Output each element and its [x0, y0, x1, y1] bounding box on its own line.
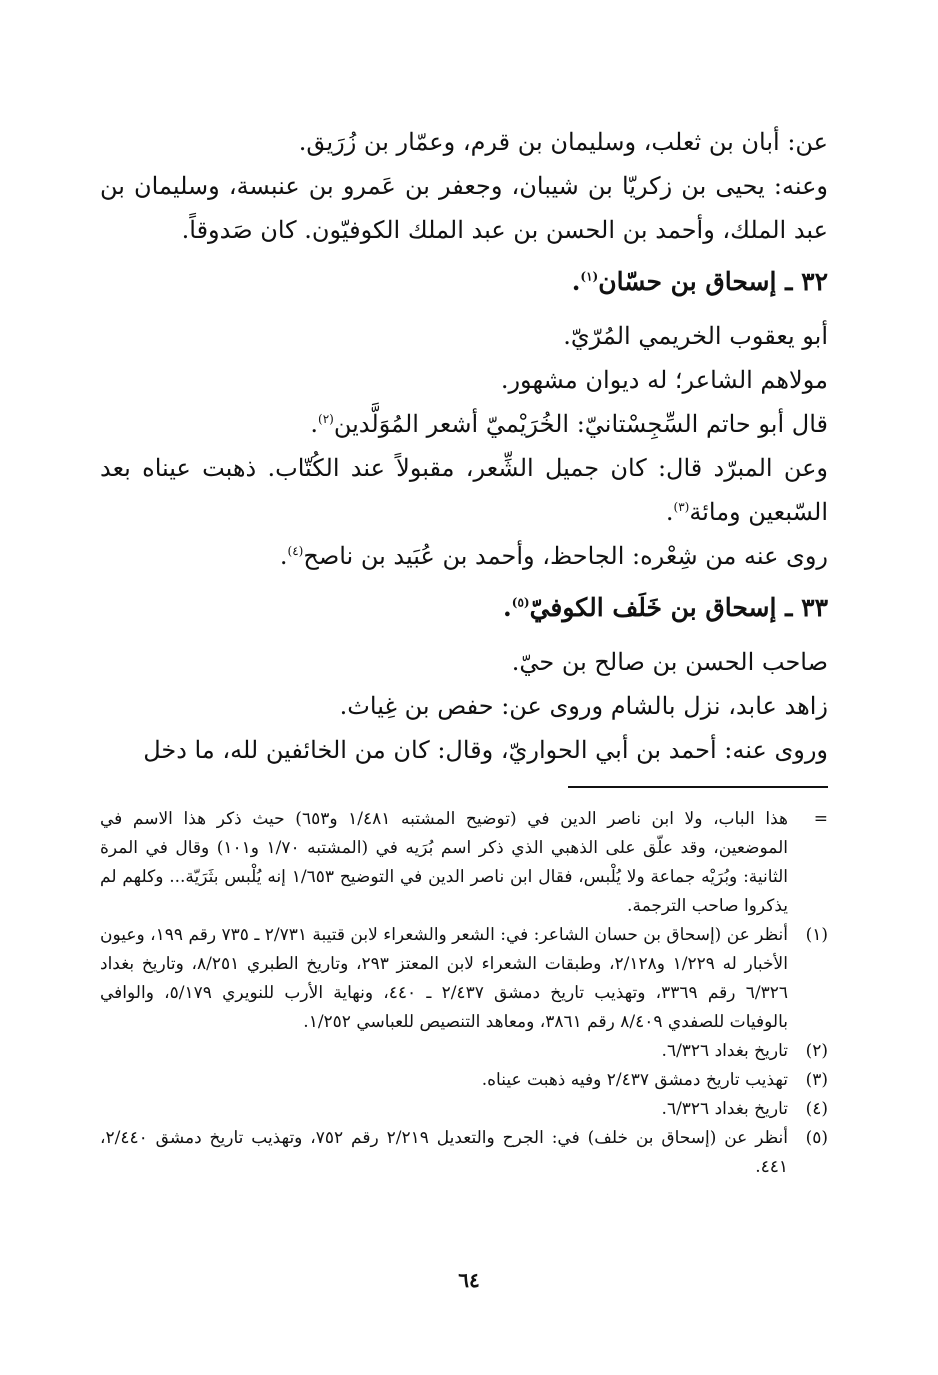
footnote-text: تاريخ بغداد ٦/٣٢٦.	[661, 1099, 788, 1119]
text-line: صاحب الحسن بن صالح بن حيّ.	[511, 648, 828, 676]
footnote-number: (٤)	[805, 1099, 828, 1119]
footnote-number: (٢)	[805, 1041, 828, 1061]
page-number: ٦٤	[458, 1268, 480, 1292]
footnote-ref: (٢)	[318, 412, 334, 426]
footnote-text: أنظر عن (إسحاق بن حسان الشاعر: في: الشعر والشعراء لابن قتيبة ٢/٧٣١ ـ ٧٣٥ رقم ١٩٩، وعيون الأخبار له ١/٢٢٩ و٢/١٢٨، وطبقات الشعراء لابن المعتز ٢٩٣، وتاريخ الطبري ٨/٢٥١، وتاريخ بغداد ٦/٣٢٦ رقم ٣٣٦٩، وتهذيب تاريخ دمشق ٢/٤٣٧ ـ ٤٤٠، ونهاية الأرب للنويري ٥/١٧٩، والوافي بالوفيات للصفدي ٨/٤٠٩ رقم ٣٨٦١، ومعاهد التنصيص للعباسي ١/٢٥٢.	[100, 925, 788, 1032]
text-line: زاهد عابد، نزل بالشام وروى عن: حفص بن غِياث.	[339, 692, 828, 720]
text-line: مولاهم الشاعر؛ له ديوان مشهور.	[500, 366, 828, 394]
heading-text: ٣٢ ـ إسحاق بن حسّان	[598, 267, 828, 296]
text-line: وعن المبرّد قال: كان جميل الشِّعر، مقبولاً عند الكُتّاب. ذهبت عيناه بعد السّبعين ومائة$^{(٣)}$.	[100, 454, 829, 526]
footnote-number: (١)	[805, 925, 828, 945]
footnotes	[100, 805, 828, 1182]
text-line: قال أبو حاتم السِّجِسْتانيّ: الخُرَيْميّ أشعر المُوَلَّدين$^{(٢)}$.	[310, 410, 828, 438]
heading-text: ٣٣ ـ إسحاق بن خَلَف الكوفيّ	[529, 593, 828, 622]
footnote-number: (٣)	[805, 1070, 828, 1090]
footnote-ref: (٣)	[673, 500, 690, 514]
footnote	[100, 1124, 828, 1182]
footnote	[100, 805, 828, 921]
entry-heading-32: ٣٢ ـ إسحاق بن حسّان$^{(١)}$.	[571, 267, 828, 296]
footnote-text: هذا الباب، ولا ابن ناصر الدين في (توضيح المشتبه ١/٤٨١ و٦٥٣) حيث ذكر هذا الاسم في الموضعين، وقد علّق على الذهبي الذي ذكر اسم بُرَيه في (المشتبه ١/٧٠ و١٠١) وقال في المرة الثانية: وبُرَيْه جماعة ولا يُلْبس، فقال ابن ناصر الدين في التوضيح ١/٦٥٣ إنه يُلْبس بثَرَيّة... وكلهم لم يذكروا صاحب الترجمة.	[100, 809, 788, 916]
main-text	[100, 120, 828, 772]
line-text: قال أبو حاتم السِّجِسْتانيّ: الخُرَيْميّ أشعر المُوَلَّدين	[333, 410, 828, 438]
footnote-text: تهذيب تاريخ دمشق ٢/٤٣٧ وفيه ذهبت عيناه.	[481, 1070, 788, 1090]
text-line: أبو يعقوب الخريمي المُرّيّ.	[563, 322, 828, 350]
entry-heading-33: ٣٣ ـ إسحاق بن خَلَف الكوفيّ$^{(٥)}$.	[503, 593, 828, 622]
footnote-ref: (٤)	[287, 544, 304, 558]
footnote	[100, 1095, 828, 1124]
footnote	[100, 1066, 828, 1095]
line-text: وعن المبرّد قال: كان جميل الشِّعر، مقبولاً عند الكُتّاب. ذهبت عيناه بعد السّبعين ومائة	[100, 454, 829, 526]
footnote-text: أنظر عن (إسحاق بن خلف) في: الجرح والتعديل ٢/٢١٩ رقم ٧٥٢، وتهذيب تاريخ دمشق ٢/٤٤٠، ٤٤١.	[100, 1128, 788, 1177]
footnote-number: =	[813, 809, 828, 829]
text-line: وروى عنه: أحمد بن أبي الحواريّ، وقال: كان من الخائفين لله، ما دخل	[143, 736, 828, 764]
text-line: عن: أبان بن ثعلب، وسليمان بن قرم، وعمّار بن زُرَيق.	[298, 128, 828, 156]
footnote-ref: (١)	[580, 269, 599, 284]
text-line: وعنه: يحيى بن زكريّا بن شيبان، وجعفر بن عَمرو بن عنبسة، وسليمان بن عبد الملك، وأحمد بن الحسن بن عبد الملك الكوفيّون. كان صَدوقاً.	[100, 172, 828, 244]
footnote	[100, 921, 828, 1037]
footnote-number: (٥)	[805, 1128, 828, 1148]
footnote-text: تاريخ بغداد ٦/٣٢٦.	[661, 1041, 788, 1061]
footnote-ref: (٥)	[511, 595, 530, 610]
footnote	[100, 1037, 828, 1066]
line-text: روى عنه من شِعْره: الجاحظ، وأحمد بن عُبَيد بن ناصح	[303, 542, 828, 570]
footnote-divider	[568, 786, 828, 788]
text-line: روى عنه من شِعْره: الجاحظ، وأحمد بن عُبَيد بن ناصح$^{(٤)}$.	[279, 542, 828, 570]
